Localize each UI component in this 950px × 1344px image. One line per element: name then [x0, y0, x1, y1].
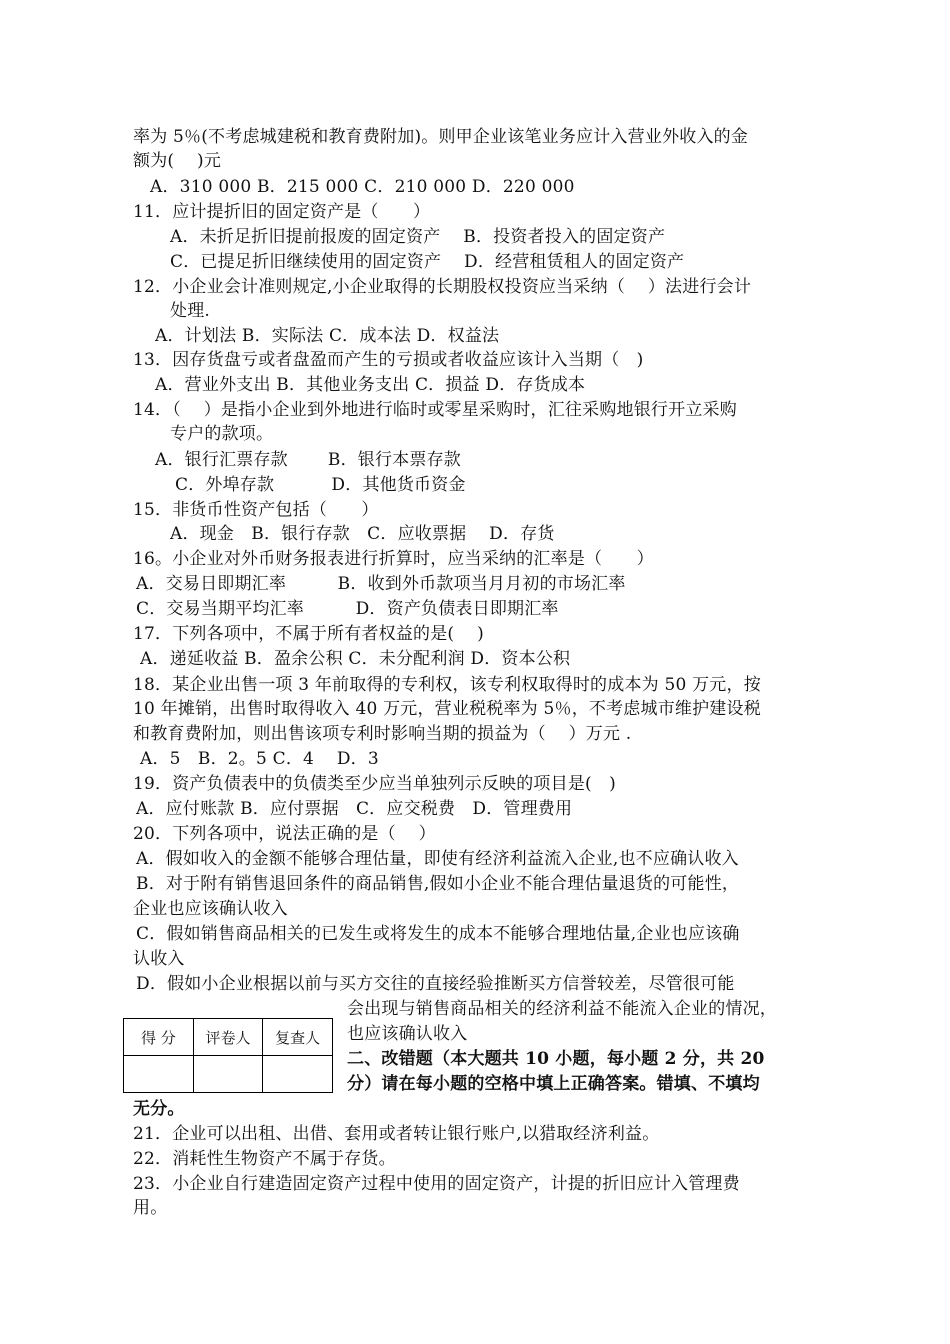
- option-line: D．假如小企业根据以前与买方交往的直接经验推断买方信誉较差，尽管很可能: [136, 974, 735, 994]
- question-17: 17．下列各项中，不属于所有者权益的是( ): [133, 624, 484, 644]
- question-22: 22．消耗性生物资产不属于存货。: [133, 1149, 396, 1169]
- option-line: A．银行汇票存款 B．银行本票存款: [155, 450, 461, 470]
- option-line: C．交易当期平均汇率 D．资产负债表日即期汇率: [136, 599, 559, 619]
- score-header: 得 分: [124, 1019, 194, 1056]
- question-15: 15．非货币性资产包括（ ）: [133, 500, 379, 520]
- text-line: 认收入: [133, 949, 185, 969]
- question-20: 20．下列各项中，说法正确的是（ ）: [133, 824, 436, 844]
- text-line: 处理.: [170, 301, 211, 321]
- reviewer-cell: [263, 1056, 333, 1093]
- option-line: A．现金 B．银行存款 C．应收票据 D．存货: [170, 524, 555, 544]
- option-line: A．递延收益 B．盈余公积 C．未分配利润 D．资本公积: [140, 649, 571, 669]
- question-19: 19．资产负债表中的负债类至少应当单独列示反映的项目是( ): [133, 774, 616, 794]
- option-line: A．5 B．2。5 C．4 D．3: [140, 749, 379, 769]
- section-heading: 分）请在每小题的空格中填上正确答案。错填、不填均: [347, 1074, 760, 1094]
- question-21: 21．企业可以出租、出借、套用或者转让银行账户,以猎取经济利益。: [133, 1124, 660, 1144]
- text-line: 和教育费附加，则出售该项专利时影响当期的损益为（ ）万元 .: [133, 724, 632, 744]
- option-line: A．交易日即期汇率 B．收到外币款项当月月初的市场汇率: [136, 574, 626, 594]
- option-line: A．假如收入的金额不能够合理估量，即使有经济利益流入企业,也不应确认收入: [136, 849, 739, 869]
- question-12: 12．小企业会计准则规定,小企业取得的长期股权投资应当采纳（ ）法进行会计: [133, 277, 752, 297]
- text-line: 也应该确认收入: [347, 1024, 468, 1044]
- option-line: B．对于附有销售退回条件的商品销售,假如小企业不能合理估量退货的可能性，: [136, 874, 740, 894]
- section-heading: 二、改错题（本大题共 10 小题，每小题 2 分，共 20: [347, 1049, 765, 1069]
- grader-cell: [193, 1056, 263, 1093]
- question-18: 18．某企业出售一项 3 年前取得的专利权，该专利权取得时的成本为 50 万元，按: [133, 675, 761, 695]
- question-16: 16。小企业对外币财务报表进行折算时，应当采纳的汇率是（ ）: [133, 549, 654, 569]
- option-line: C．已提足折旧继续使用的固定资产 D．经营租赁租人的固定资产: [170, 252, 685, 272]
- text-line: 率为 5％(不考虑城建税和教育费附加)。则甲企业该笔业务应计入营业外收入的金: [133, 127, 749, 147]
- question-11: 11．应计提折旧的固定资产是（ ）: [133, 202, 431, 222]
- text-line: 用。: [133, 1198, 168, 1218]
- question-13: 13．因存货盘亏或者盘盈而产生的亏损或者收益应该计入当期（ ): [133, 350, 644, 370]
- option-line: C．假如销售商品相关的已发生或将发生的成本不能够合理地估量,企业也应该确: [136, 924, 740, 944]
- text-line: 10 年摊销，出售时取得收入 40 万元，营业税税率为 5％，不考虑城市维护建设税: [133, 699, 761, 719]
- option-line: A．应付账款 B．应付票据 C．应交税费 D．管理费用: [136, 799, 573, 819]
- question-23: 23．小企业自行建造固定资产过程中使用的固定资产，计提的折旧应计入管理费: [133, 1174, 740, 1194]
- text-line: 企业也应该确认收入: [133, 899, 288, 919]
- option-line: A．310 000 B．215 000 C．210 000 D．220 000: [150, 177, 575, 197]
- score-table: [123, 1018, 333, 1093]
- reviewer-header: 复查人: [263, 1019, 333, 1056]
- section-heading: 无分。: [133, 1099, 185, 1119]
- option-line: C．外埠存款 D．其他货币资金: [175, 475, 466, 495]
- text-line: 额为( )元: [133, 151, 222, 171]
- option-line: A．未折足折旧提前报废的固定资产 B．投资者投入的固定资产: [170, 227, 666, 247]
- text-line: 专户的款项。: [170, 424, 274, 444]
- question-14: 14．（ ）是指小企业到外地进行临时或零星采购时，汇往采购地银行开立采购: [133, 400, 737, 420]
- score-cell: [124, 1056, 194, 1093]
- option-line: A．营业外支出 B．其他业务支出 C．损益 D．存货成本: [155, 375, 586, 395]
- grader-header: 评卷人: [193, 1019, 263, 1056]
- option-line: A．计划法 B．实际法 C．成本法 D．权益法: [155, 326, 500, 346]
- text-line: 会出现与销售商品相关的经济利益不能流入企业的情况，: [347, 999, 777, 1019]
